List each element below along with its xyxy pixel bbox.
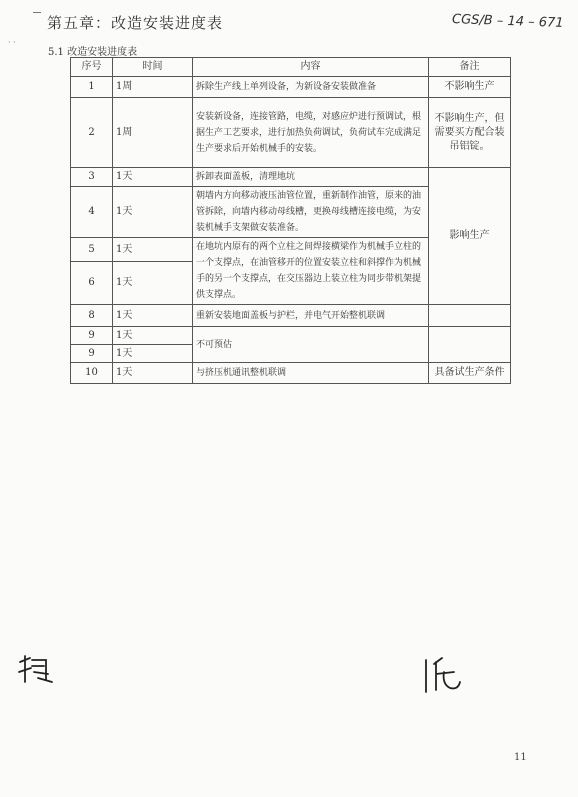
row-content: 拆卸表面盖板，清理地坑 <box>193 168 429 187</box>
row-time: 1周 <box>113 98 193 168</box>
table-row <box>71 363 511 384</box>
row-number: 4 <box>71 187 113 238</box>
row-time: 1天 <box>113 187 193 238</box>
row-content: 重新安装地面盖板与护栏，并电气开始整机联调 <box>193 305 429 327</box>
table-row <box>71 327 511 345</box>
row-content: 拆除生产线上单列设备，为新设备安装做准备 <box>193 77 429 98</box>
table-row <box>71 77 511 98</box>
row-time: 1周 <box>113 77 193 98</box>
row-note: 不影响生产，但需要买方配合装吊铝锭。 <box>429 98 511 168</box>
merged-content-unpredictable: 不可预估 <box>193 327 429 363</box>
row-number: 3 <box>71 168 113 187</box>
column-header-time: 时间 <box>113 58 193 77</box>
schedule-table <box>70 57 511 384</box>
table-header-row <box>71 58 511 77</box>
table-row <box>71 305 511 327</box>
row-number: 8 <box>71 305 113 327</box>
column-header-note: 备注 <box>429 58 511 77</box>
corner-mark <box>33 12 41 13</box>
column-header-no: 序号 <box>71 58 113 77</box>
row-number: 2 <box>71 98 113 168</box>
row-time: 1天 <box>113 363 193 384</box>
row-time: 1天 <box>113 168 193 187</box>
handwritten-signature-left <box>16 652 56 688</box>
row-content: 与挤压机通讯整机联调 <box>193 363 429 384</box>
table-row <box>71 168 511 187</box>
row-note: 不影响生产 <box>429 77 511 98</box>
table-row <box>71 98 511 168</box>
row-number: 1 <box>71 77 113 98</box>
column-header-content: 内容 <box>193 58 429 77</box>
row-note <box>429 305 511 327</box>
row-content: 安装新设备，连接管路，电缆，对感应炉进行预调试，根据生产工艺要求，进行加热负荷调试，负荷试车完成满足生产要求后开始机械手的安装。 <box>193 98 429 168</box>
row-number: 10 <box>71 363 113 384</box>
row-time: 1天 <box>113 238 193 262</box>
row-time: 1天 <box>113 327 193 345</box>
row-number: 9 <box>71 345 113 363</box>
merged-note-affects-production: 影响生产 <box>429 168 511 305</box>
row-number: 5 <box>71 238 113 262</box>
handwritten-signature-right <box>420 654 464 694</box>
scan-dots: · · <box>8 38 16 47</box>
row-note <box>429 327 511 363</box>
row-time: 1天 <box>113 262 193 305</box>
row-time: 1天 <box>113 305 193 327</box>
row-number: 6 <box>71 262 113 305</box>
row-time: 1天 <box>113 345 193 363</box>
row-note: 具备试生产条件 <box>429 363 511 384</box>
row-number: 9 <box>71 327 113 345</box>
document-code: CGS/B – 14 – 671 <box>451 12 564 31</box>
chapter-title: 第五章：改造安装进度表 <box>47 14 224 32</box>
merged-content-support-columns: 在地坑内原有的两个立柱之间焊接横梁作为机械手立柱的一个支撑点，在油管移开的位置安装立柱和斜撑作为机械手的另一个支撑点，在交压器边上装立柱为同步带机架提供支撑点。 <box>193 238 429 305</box>
section-title: 5.1 改造安装进度表 <box>48 47 138 58</box>
row-content: 朝墙内方向移动液压油管位置，重新制作油管，原来的油管拆除，向墙内移动母线槽，更换母线槽连接电缆，为安装机械手支架做安装准备。 <box>193 187 429 238</box>
page-number: 11 <box>514 752 527 763</box>
